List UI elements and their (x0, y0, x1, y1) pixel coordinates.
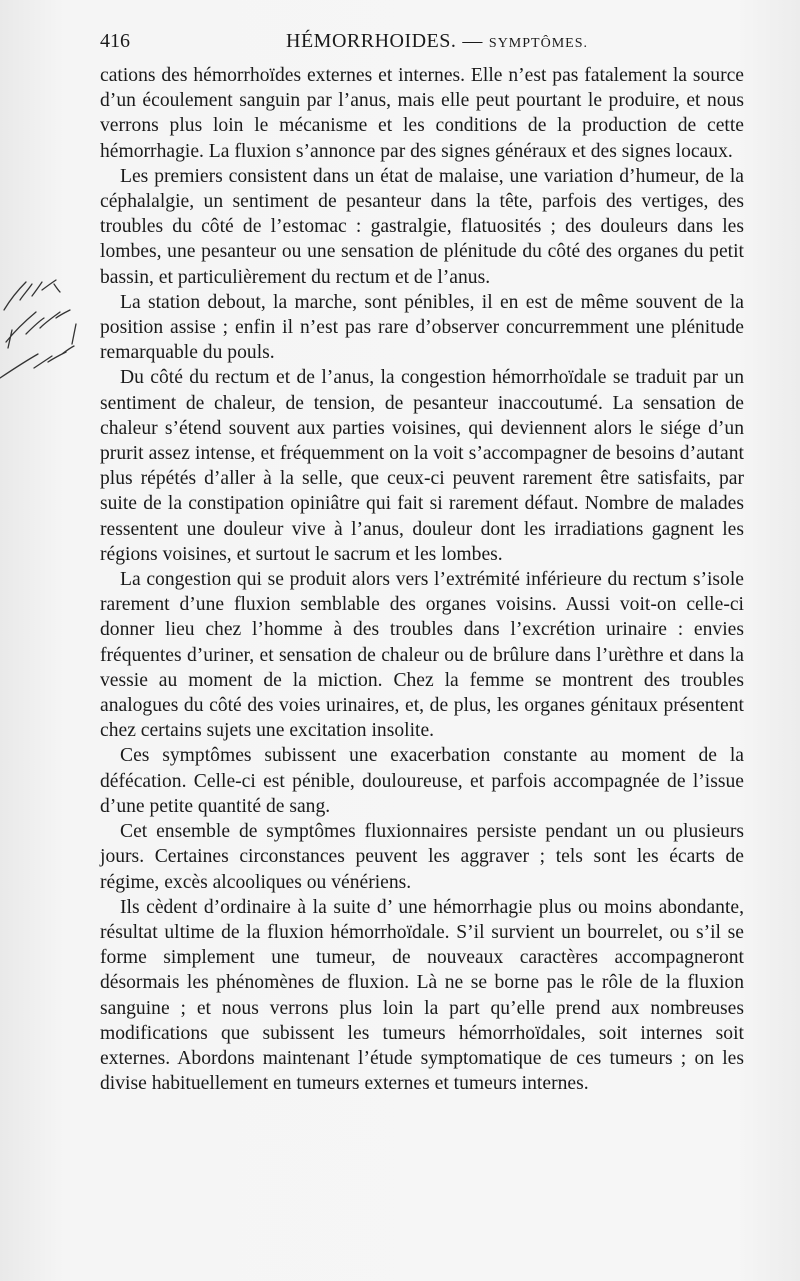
title-separator: — (462, 30, 483, 52)
running-header (100, 30, 750, 60)
body-text (100, 63, 744, 1096)
chapter-title: HÉMORRHOIDES. (286, 30, 457, 52)
paragraph-1: cations des hémorrhoïdes externes et internes. Elle n’est pas fatalement la source d’un écoulement sanguin par l’anus, mais elle peut pourtant le produire, et nous verrons plus loin le mécanisme et les conditions de la production de cette hémorrhagie. La fluxion s’annonce par des signes généraux et des signes locaux. (100, 65, 744, 162)
running-title (286, 30, 588, 53)
paragraph-2: Les premiers consistent dans un état de malaise, une variation d’humeur, de la céphalalgie, un sentiment de pesanteur dans la tête, parfois des vertiges, des troubles du côté de l’estomac : gastralgie, flatuosités ; des douleurs dans les lombes, une pesanteur ou une sensation de plénitude du côté des organes du petit bassin, et particulièrement du rectum et de l’anus. (100, 165, 744, 288)
paragraph-4: Du côté du rectum et de l’anus, la congestion hémorrhoïdale se traduit par un sentiment de chaleur, de tension, de pesanteur inaccoutumé. La sensation de chaleur s’étend souvent aux parties voisines, qui deviennent alors le siége d’un prurit assez intense, et fréquemment on la voit s’accompagner de besoins d’autant plus répétés d’aller à la selle, que ceux-ci peuvent rarement être satisfaits, par suite de la constipation opiniâtre qui fait si rarement défaut. Nombre de malades ressentent une douleur vive à l’anus, douleur dont les irradiations gagnent les régions voisines, et surtout le sacrum et les lombes. (100, 367, 744, 565)
page-number: 416 (100, 30, 130, 52)
paragraph-6: Ces symptômes subissent une exacerbation constante au moment de la défécation. Celle-ci est pénible, douloureuse, et parfois accompagnée de l’issue d’une petite quantité de sang. (100, 745, 744, 817)
paragraph-8: Ils cèdent d’ordinaire à la suite d’ une hémorrhagie plus ou moins abondante, résultat ultime de la fluxion hémorrhoïdale. S’il survient un bourrelet, ou s’il se forme simplement une tumeur, de nouveaux caractères accompagneront désormais les phénomènes de fluxion. Là ne se borne pas le rôle de la fluxion sanguine ; et nous verrons plus loin la part qu’elle prend aux nombreuses modifications que subissent les tumeurs hémorrhoïdales, soit internes soit externes. Abordons maintenant l’étude symptomatique de ces tumeurs ; on les divise habituellement en tumeurs externes et tumeurs internes. (100, 896, 744, 1095)
handwritten-margin-note (0, 270, 88, 400)
paragraph-3: La station debout, la marche, sont pénibles, il en est de même souvent de la position assise ; enfin il n’est pas rare d’observer concurremment une plénitude remarquable du pouls. (100, 291, 744, 364)
paragraph-7: Cet ensemble de symptômes fluxionnaires persiste pendant un ou plusieurs jours. Certaines circonstances peuvent les aggraver ; tels sont les écarts de régime, excès alcooliques ou vénériens. (100, 821, 744, 893)
section-title: SYMPTÔMES. (488, 36, 588, 51)
paragraph-5: La congestion qui se produit alors vers l’extrémité inférieure du rectum s’isole rarement d’une fluxion semblable des organes voisins. Aussi voit-on celle-ci donner lieu chez l’homme à des troubles dans l’excrétion urinaire : envies fréquentes d’uriner, et sensation de chaleur ou de brûlure dans l’urèthre et dans la vessie au moment de la miction. Chez la femme se montrent des troubles analogues du côté des voies urinaires, et, de plus, les organes génitaux présentent chez certains sujets une excitation insolite. (100, 569, 744, 742)
